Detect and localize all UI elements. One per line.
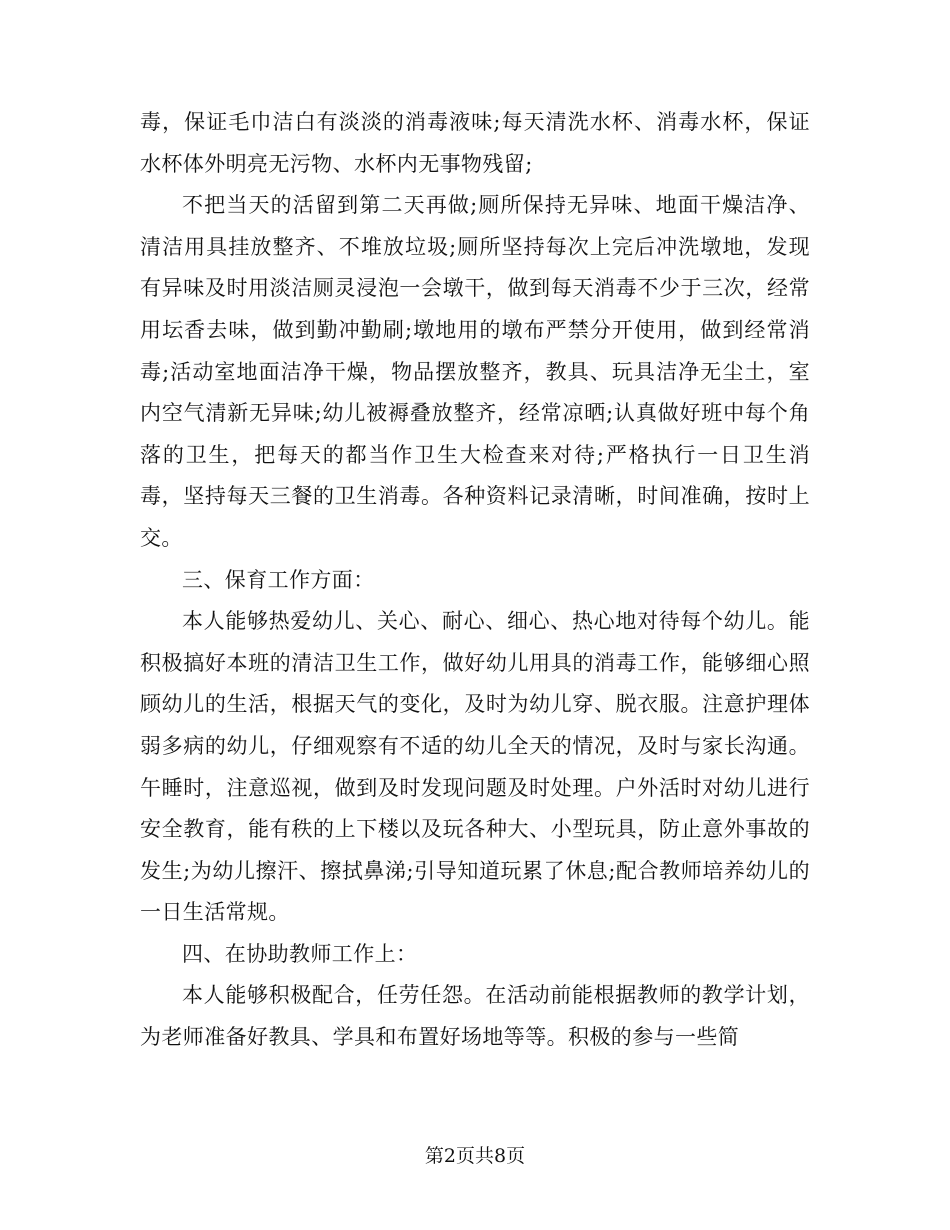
paragraph-hygiene: 不把当天的活留到第二天再做;厕所保持无异味、地面干燥洁净、清洁用具挂放整齐、不堆放垃圾;厕所坚持每次上完后冲洗墩地，发现有异味及时用淡洁厕灵浸泡一会墩干，做到每天消毒不少于三次，经常用坛香去味，做到勤冲勤刷;墩地用的墩布严禁分开使用，做到经常消毒;活动室地面洁净干燥，物品摆放整齐，教具、玩具洁净无尘土，室内空气清新无异味;幼儿被褥叠放整齐，经常凉晒;认真做好班中每个角落的卫生，把每天的都当作卫生大检查来对待;严格执行一日卫生消毒，坚持每天三餐的卫生消毒。各种资料记录清晰，时间准确，按时上交。 — [140, 193, 810, 550]
paragraph-childcare: 本人能够热爱幼儿、关心、耐心、细心、热心地对待每个幼儿。能积极搞好本班的清洁卫生工作，做好幼儿用具的消毒工作，能够细心照顾幼儿的生活，根据天气的变化，及时为幼儿穿、脱衣服。注意护理体弱多病的幼儿，仔细观察有不适的幼儿全天的情况，及时与家长沟通。午睡时，注意巡视，做到及时发现问题及时处理。户外活时对幼儿进行安全教育，能有秩的上下楼以及玩各种大、小型玩具，防止意外事故的发生;为幼儿擦汗、擦拭鼻涕;引导知道玩累了休息;配合教师培养幼儿的一日生活常规。 — [140, 609, 810, 925]
paragraph-continuation: 毒，保证毛巾洁白有淡淡的消毒液味;每天清洗水杯、消毒水杯，保证水杯体外明亮无污物、水杯内无事物残留; — [140, 110, 810, 176]
section-heading-assist-teacher: 四、在协助教师工作上： — [182, 941, 418, 966]
paragraph-assist-teacher: 本人能够积极配合，任劳任怨。在活动前能根据教师的教学计划，为老师准备好教具、学具和布置好场地等等。积极的参与一些简 — [140, 983, 810, 1050]
document-body — [140, 102, 810, 1059]
section-heading-childcare: 三、保育工作方面： — [182, 567, 375, 592]
page-footer: 第2页共8页 — [424, 1145, 526, 1167]
